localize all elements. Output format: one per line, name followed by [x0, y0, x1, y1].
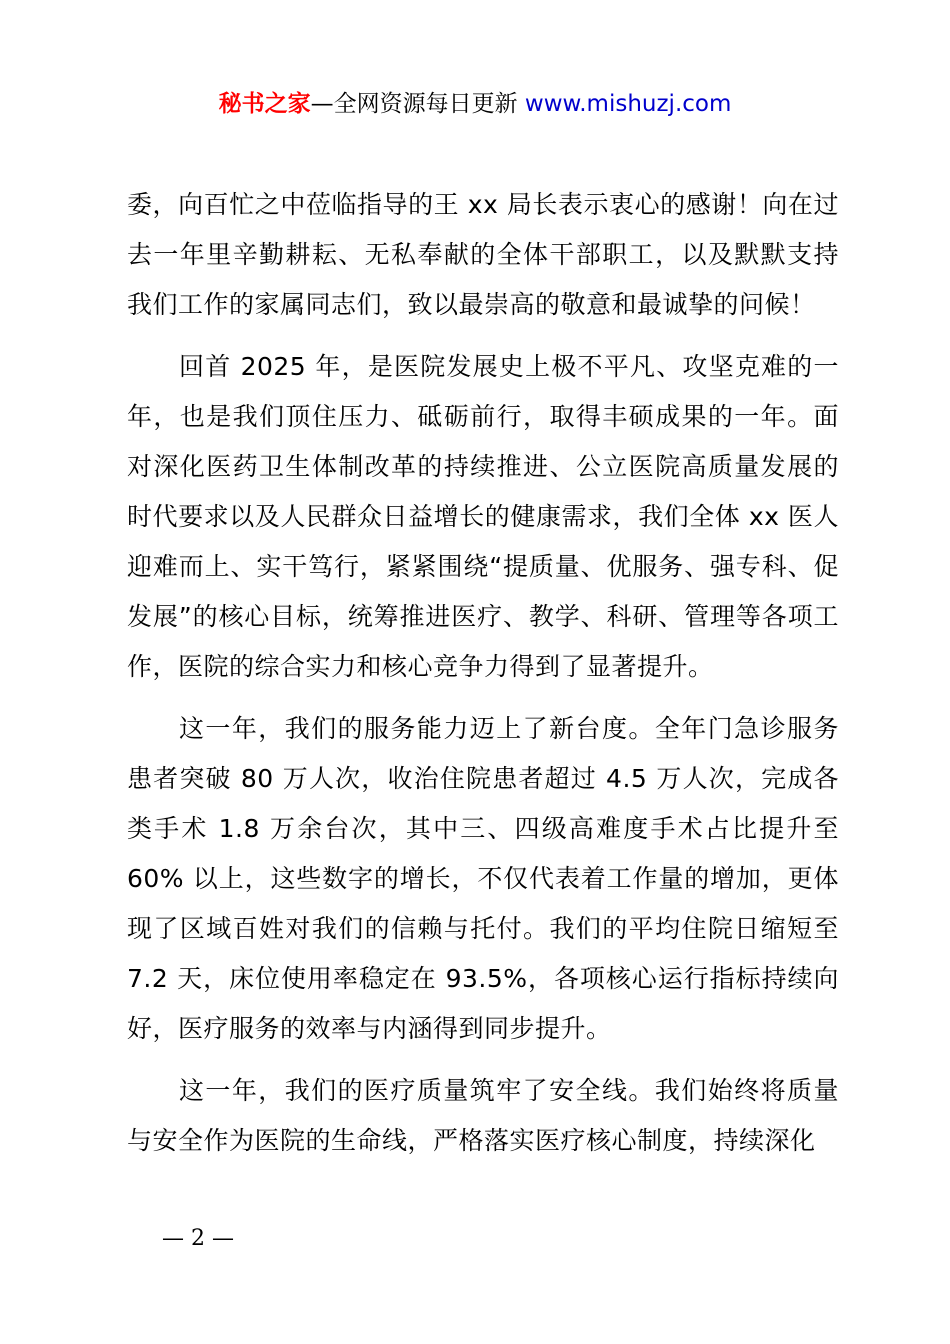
header-banner: [0, 86, 950, 122]
paragraph-service-capacity: 这一年，我们的服务能力迈上了新台度。全年门急诊服务患者突破 80 万人次，收治住院患者超过 4.5 万人次，完成各类手术 1.8 万余台次，其中三、四级高难度手术占比提升至 60% 以上，这些数字的增长，不仅代表着工作量的增加，更体现了区域百姓对我们的信赖与托付。我们的平均住院日缩短至 7.2 天，床位使用率稳定在 93.5%，各项核心运行指标持续向好，医疗服务的效率与内涵得到同步提升。: [127, 714, 839, 1043]
paragraph-medical-quality: 这一年，我们的医疗质量筑牢了安全线。我们始终将质量与安全作为医院的生命线，严格落实医疗核心制度，持续深化: [127, 1076, 839, 1155]
paragraph-review-2025: 回首 2025 年，是医院发展史上极不平凡、攻坚克难的一年，也是我们顶住压力、砥砺前行，取得丰硕成果的一年。面对深化医药卫生体制改革的持续推进、公立医院高质量发展的时代要求以及人民群众日益增长的健康需求，我们全体 xx 医人迎难而上、实干笃行，紧紧围绕“提质量、优服务、强专科、促发展”的核心目标，统筹推进医疗、教学、科研、管理等各项工作，医院的综合实力和核心竞争力得到了显著提升。: [127, 352, 839, 681]
brand-name: 秘书之家: [218, 91, 311, 117]
site-url-link[interactable]: www.mishuzj.com: [524, 91, 732, 117]
paragraph-continuation: 委，向百忙之中莅临指导的王 xx 局长表示衷心的感谢！向在过去一年里辛勤耕耘、无私奉献的全体干部职工，以及默默支持我们工作的家属同志们，致以最崇高的敬意和最诚挚的问候！: [127, 190, 839, 319]
header-tagline: —全网资源每日更新: [310, 91, 525, 117]
page-number: — 2 —: [162, 1226, 234, 1251]
document-body: [127, 180, 839, 1166]
